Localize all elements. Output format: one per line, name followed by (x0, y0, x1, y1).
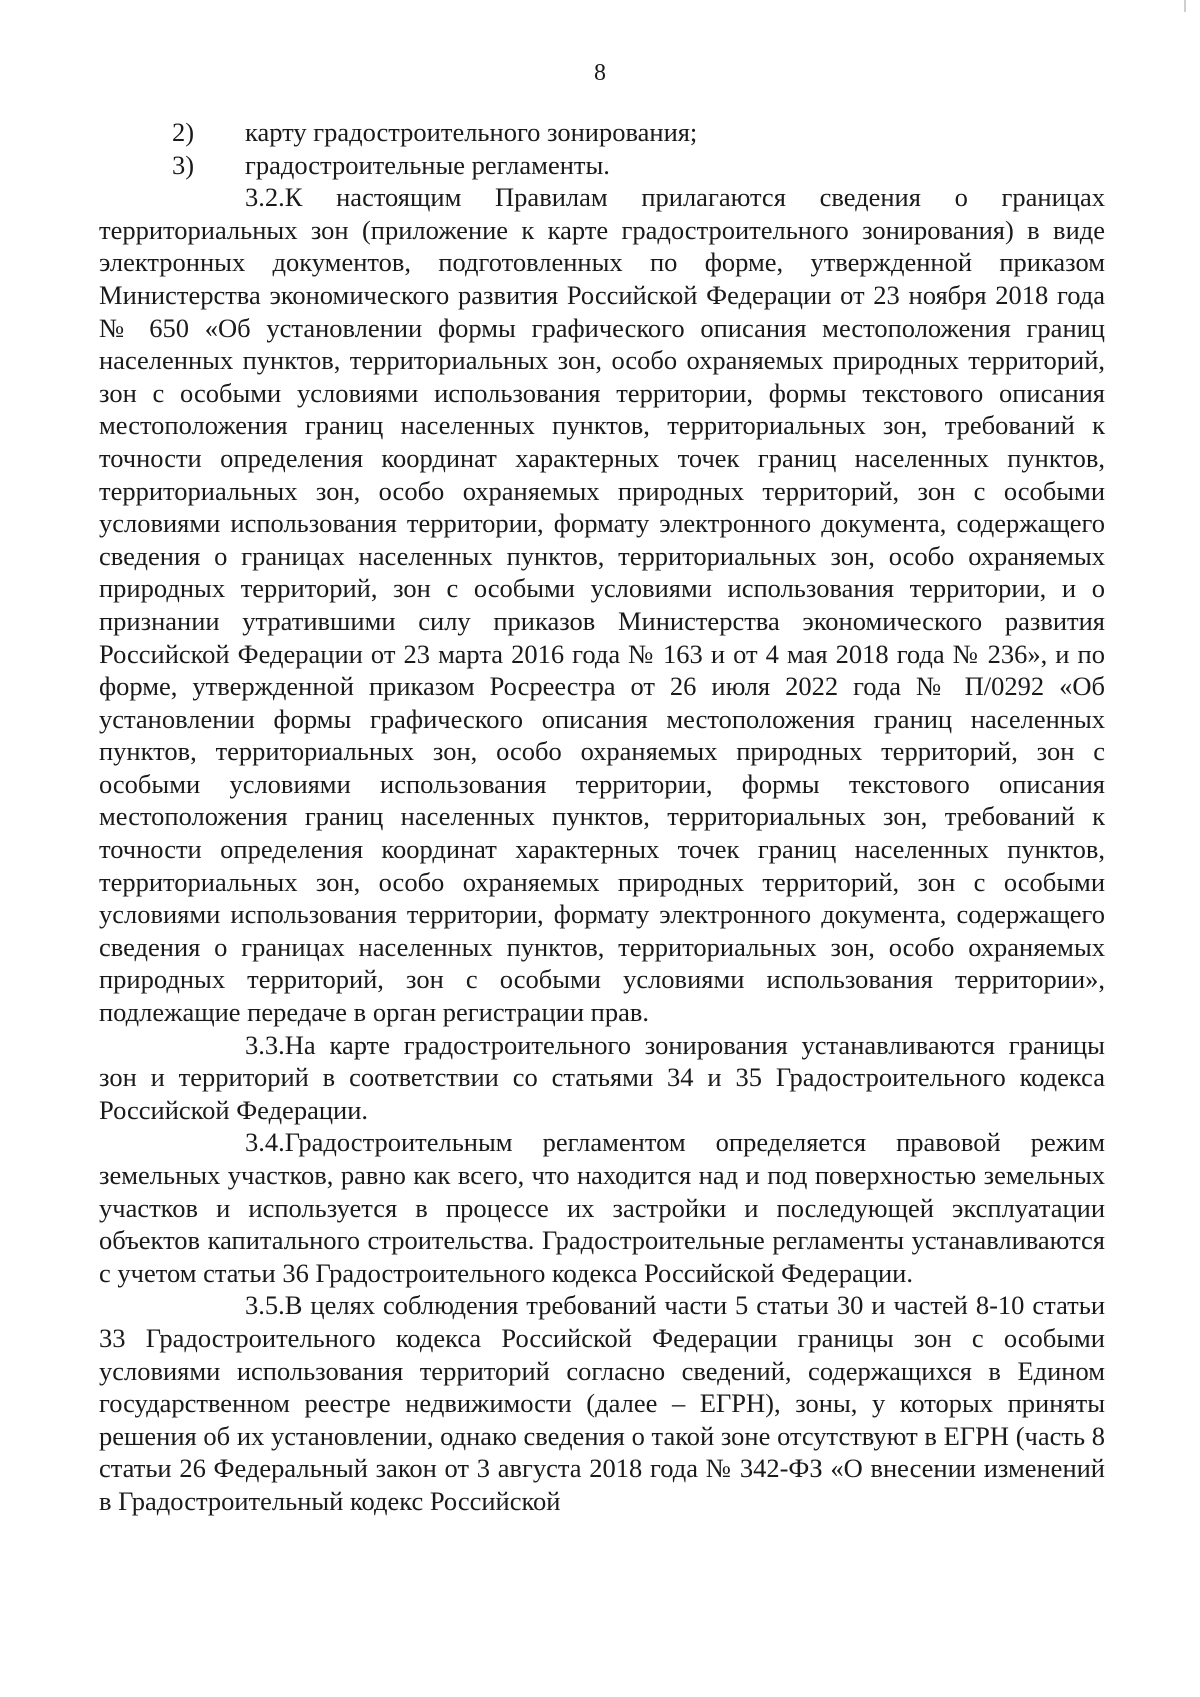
list-item-text: градостроительные регламенты. (245, 149, 610, 180)
paragraph-3-2 (99, 181, 1105, 1028)
list-item (99, 116, 1105, 149)
page-number: 8 (594, 60, 606, 86)
document-body (99, 116, 1105, 1518)
paragraph-text: Градостроительным регламентом определяется правовой режим земельных участков, равно как всего, что находится над и под поверхностью земельных участков и используется в процессе их застройки и последующей эксплуатации объектов капитального строительства. Градостроительные регламенты устанавливаются с учетом статьи 36 Градостроительного кодекса Российской Федерации. (99, 1127, 1105, 1288)
paragraph-number: 3.4. (245, 1127, 285, 1158)
paragraph-number: 3.3. (245, 1029, 285, 1060)
paragraph-text: На карте градостроительного зонирования устанавливаются границы зон и территорий в соответствии со статьями 34 и 35 Градостроительного кодекса Российской Федерации. (99, 1029, 1105, 1125)
paragraph-3-5 (99, 1289, 1105, 1517)
scan-artifact (1184, 0, 1186, 12)
list-item (99, 149, 1105, 182)
paragraph-3-4 (99, 1126, 1105, 1289)
paragraph-number: 3.2. (245, 182, 285, 213)
list-item-number: 2) (172, 117, 195, 147)
list-item-number: 3) (172, 149, 195, 180)
paragraph-text: В целях соблюдения требований части 5 статьи 30 и частей 8-10 статьи 33 Градостроительного кодекса Российской Федерации границы зон с особыми условиями использования территорий согласно сведений, содержащихся в Едином государственном реестре недвижимости (далее – ЕГРН), зоны, у которых приняты решения об их установлении, однако сведения о такой зоне отсутствуют в ЕГРН (часть 8 статьи 26 Федеральный закон от 3 августа 2018 года № 342-ФЗ «О внесении изменений в Градостроительный кодекс Российской (99, 1290, 1105, 1516)
paragraph-text: К настоящим Правилам прилагаются сведения о границах территориальных зон (приложение к карте градостроительного зонирования) в виде электронных документов, подготовленных по форме, утвержденной приказом Министерства экономического развития Российской Федерации от 23 ноября 2018 года № 650 «Об установлении формы графического описания местоположения границ населенных пунктов, территориальных зон, особо охраняемых природных территорий, зон с особыми условиями использования территории, формы текстового описания местоположения границ населенных пунктов, территориальных зон, требований к точности определения координат характерных точек границ населенных пунктов, территориальных зон, особо охраняемых природных территорий, зон с особыми условиями использования территории, формату электронного документа, содержащего сведения о границах населенных пунктов, территориальных зон, особо охраняемых природных территорий, зон с особыми условиями использования территории, и о признании утратившими силу приказов Министерства экономического развития Российской Федерации от 23 марта 2016 года № 163 и от 4 мая 2018 года № 236», и по форме, утвержденной приказом Росреестра от 26 июля 2022 года № П/0292 «Об установлении формы графического описания местоположения границ населенных пунктов, территориальных зон, особо охраняемых природных территорий, зон с особыми условиями использования территории, формы текстового описания местоположения границ населенных пунктов, территориальных зон, требований к точности определения координат характерных точек границ населенных пунктов, территориальных зон, особо охраняемых природных территорий, зон с особыми условиями использования территории, формату электронного документа, содержащего сведения о границах населенных пунктов, территориальных зон, особо охраняемых природных территорий, зон с особыми условиями использования территории», подлежащие передаче в орган регистрации прав. (99, 182, 1105, 1028)
paragraph-number: 3.5. (245, 1290, 285, 1321)
list-item-text: карту градостроительного зонирования; (245, 117, 698, 147)
paragraph-3-3 (99, 1029, 1105, 1127)
